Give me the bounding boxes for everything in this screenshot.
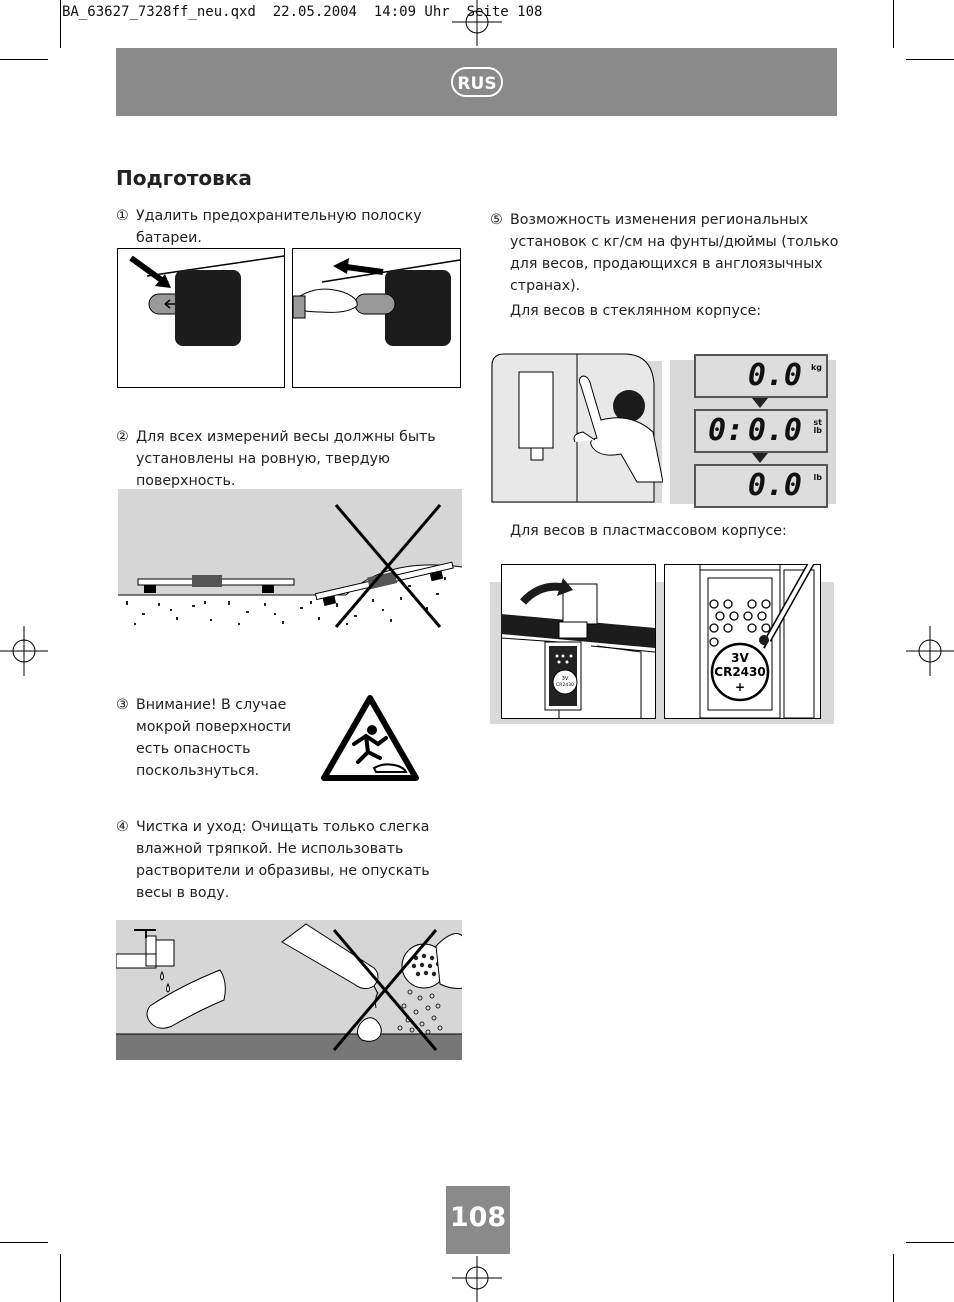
lcd-display-lb — [694, 464, 828, 508]
instruction-item-1 — [116, 205, 476, 249]
item-line: Внимание! В случае — [136, 697, 287, 713]
glass-scale-illustration — [491, 352, 663, 504]
item-line: Чистка и уход: Очищать только слегка — [136, 819, 430, 835]
crop-mark — [60, 0, 61, 48]
battery-model-small: CR2430 — [556, 683, 574, 688]
item-line: Для всех измерений весы должны быть — [136, 429, 436, 445]
item-number: ⑤ — [490, 212, 503, 228]
crop-mark — [906, 1242, 954, 1243]
registration-mark-icon — [906, 626, 954, 676]
registration-mark-icon — [0, 626, 48, 676]
battery-contacts-illustration — [664, 564, 822, 719]
item-line: странах). — [510, 278, 581, 294]
language-badge: RUS — [451, 67, 503, 97]
lcd-unit: st lb — [813, 418, 822, 435]
instruction-item-5 — [490, 209, 850, 297]
item-line: поскользнуться. — [136, 763, 260, 779]
page-number: 108 — [446, 1186, 510, 1254]
cleaning-illustration — [116, 920, 462, 1060]
item-line: Удалить предохранительную полоску батареи. — [136, 208, 422, 246]
caption-plastic: Для весов в пластмассовом корпусе: — [510, 523, 787, 539]
arrow-down-icon — [752, 453, 768, 463]
item-line: Возможность изменения региональных — [510, 212, 809, 228]
battery-voltage: 3V — [731, 651, 749, 665]
crop-mark — [893, 1254, 894, 1302]
instruction-item-2 — [116, 426, 476, 492]
lcd-unit: kg — [810, 363, 822, 372]
battery-voltage-small: 3V — [561, 676, 569, 682]
item-line: влажной тряпкой. Не использовать — [136, 841, 404, 857]
crop-mark — [0, 59, 48, 60]
page-title: Подготовка — [116, 166, 252, 190]
print-slug: BA_63627_7328ff_neu.qxd 22.05.2004 14:09 Uhr Seite 108 — [62, 4, 543, 20]
item-number: ① — [116, 208, 129, 224]
arrow-down-icon — [752, 398, 768, 408]
item-number: ③ — [116, 697, 129, 713]
item-line: мокрой поверхности — [136, 719, 292, 735]
item-number: ④ — [116, 819, 129, 835]
crop-mark — [0, 1242, 48, 1243]
item-line: для весов, продающихся в англоязычных — [510, 256, 823, 272]
lcd-value: 0.0 — [747, 468, 802, 503]
lcd-value: 0.0 — [747, 358, 802, 393]
registration-mark-icon — [452, 1256, 502, 1302]
battery-strip-illustration — [117, 248, 462, 389]
lcd-display-kg — [694, 354, 828, 398]
crop-mark — [60, 1254, 61, 1302]
item-line: есть опасность — [136, 741, 251, 757]
crop-mark — [906, 59, 954, 60]
item-line: весы в воду. — [136, 885, 230, 901]
level-surface-illustration — [118, 489, 462, 631]
lcd-display-st-lb — [694, 409, 828, 453]
plastic-scale-compartment-illustration — [501, 564, 656, 719]
item-line: растворители и образивы, не опускать — [136, 863, 430, 879]
instruction-item-4 — [116, 816, 476, 904]
item-line: установлены на ровную, твердую поверхность. — [136, 451, 390, 489]
crop-mark — [893, 0, 894, 48]
battery-polarity: + — [734, 680, 746, 694]
lcd-value: 0.0 — [747, 413, 802, 448]
item-number: ② — [116, 429, 129, 445]
instruction-item-3 — [116, 694, 316, 782]
lcd-unit: lb — [813, 473, 822, 482]
caption-glass: Для весов в стеклянном корпусе: — [510, 303, 762, 319]
item-line: установок с кг/см на фунты/дюймы (только — [510, 234, 839, 250]
slippery-floor-warning-icon — [320, 694, 420, 784]
battery-model: CR2430 — [714, 665, 766, 679]
lcd-left-value: 0: — [708, 413, 745, 448]
